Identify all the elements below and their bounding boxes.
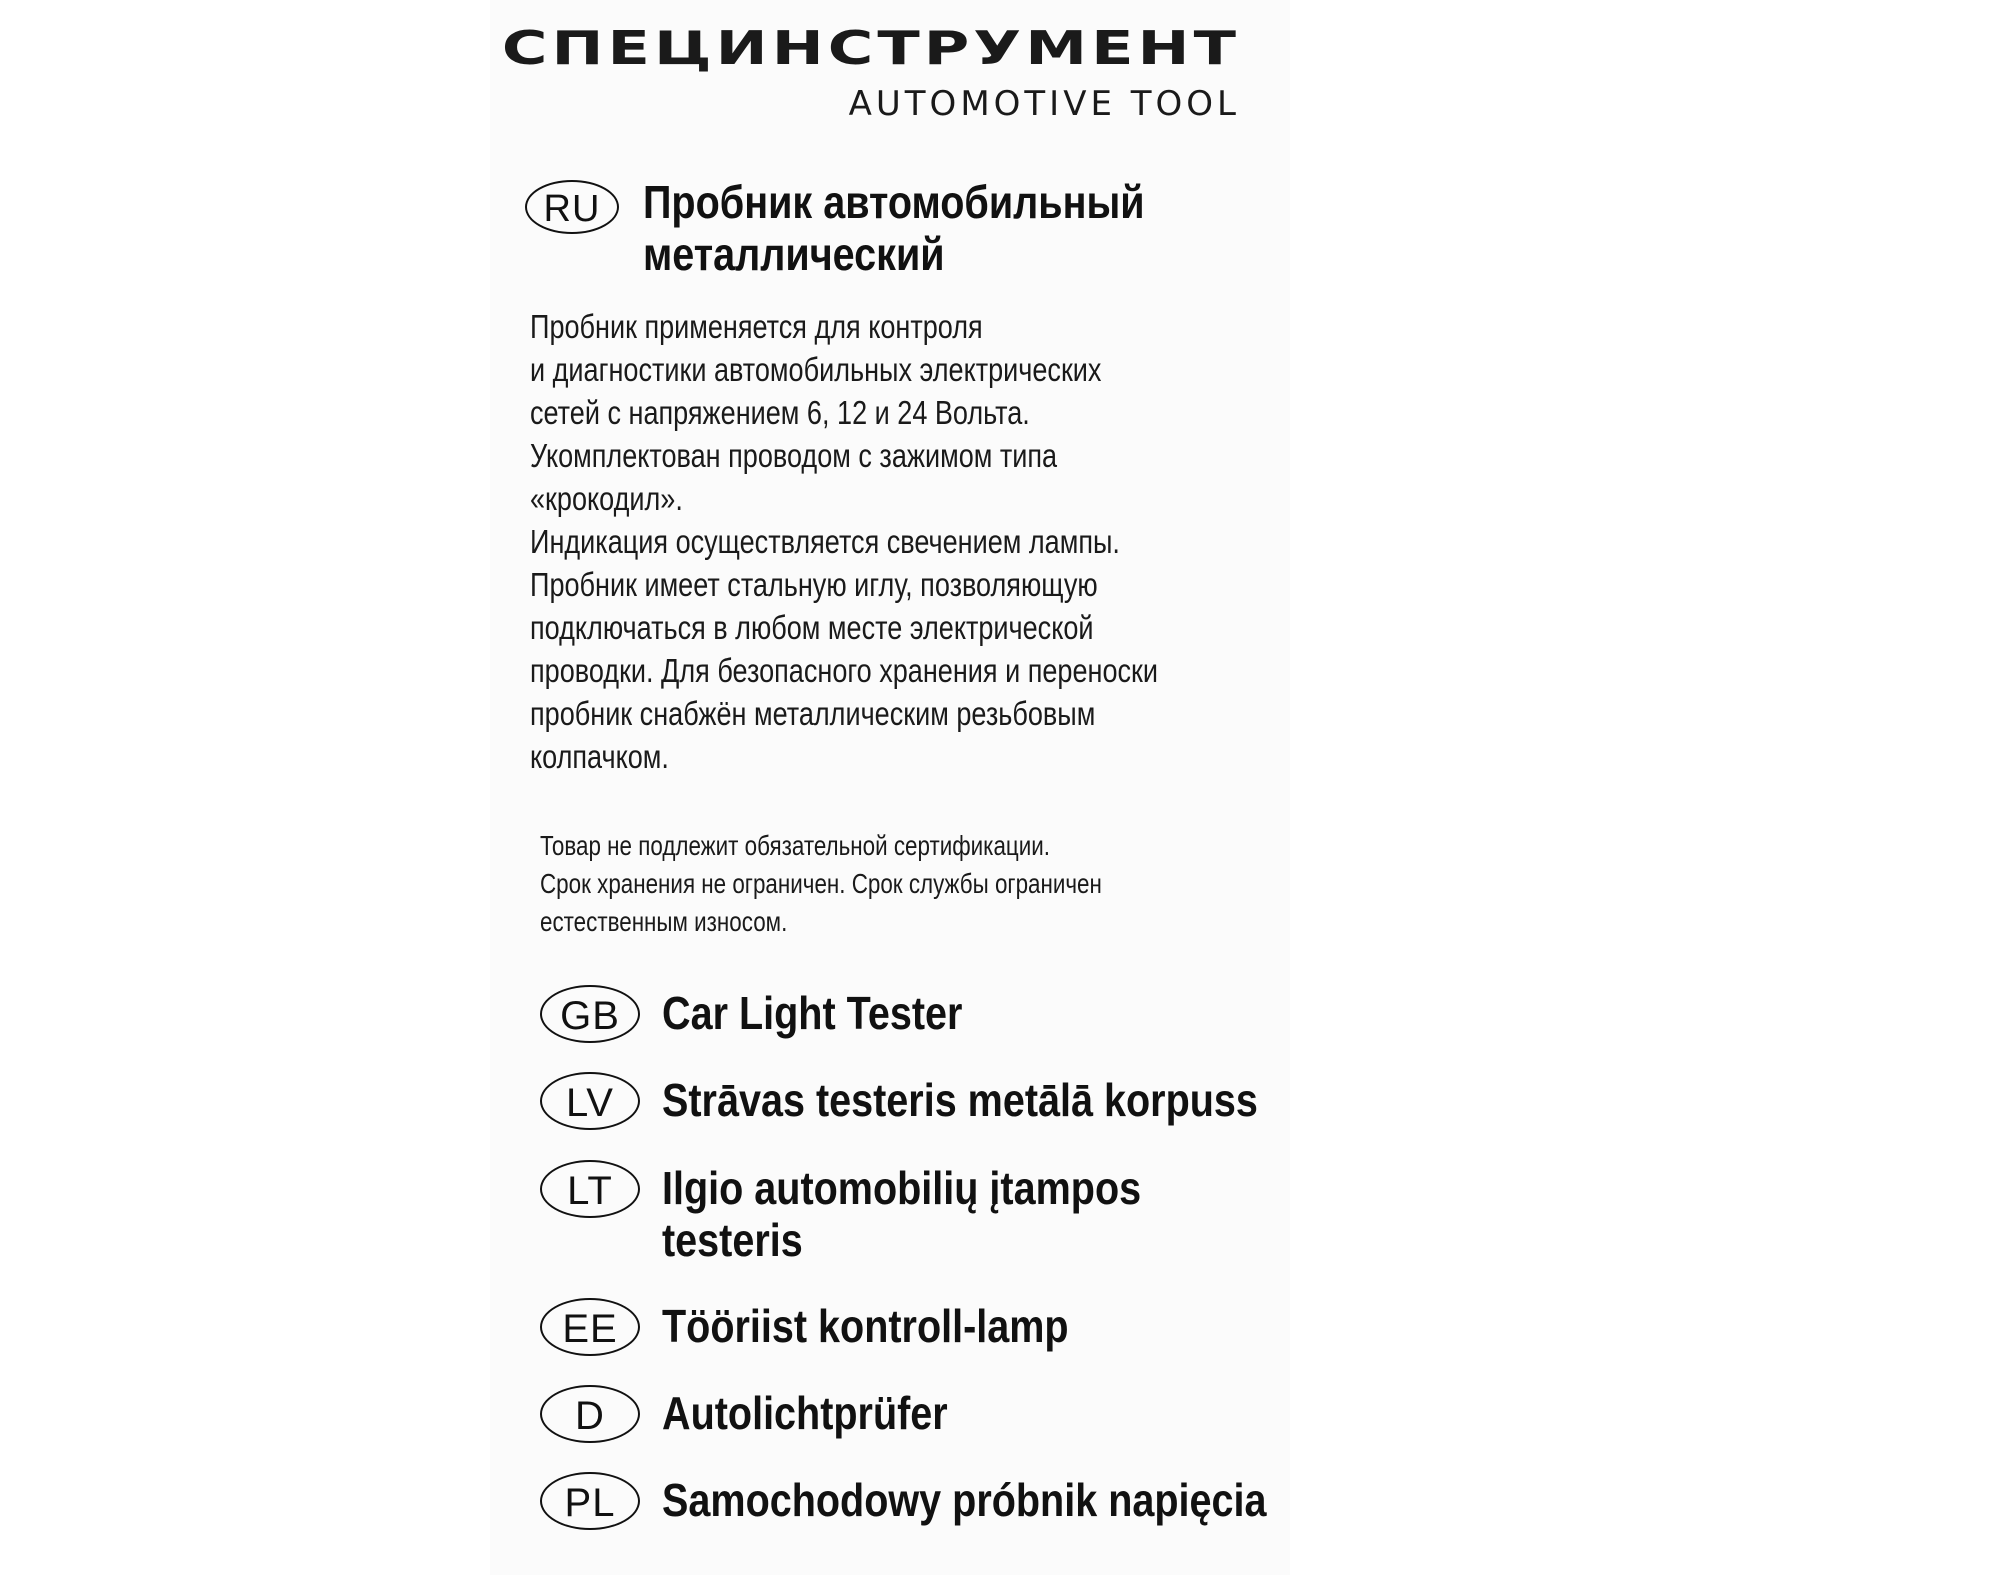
language-title-pl: Samochodowy próbnik napięcia <box>662 1474 1267 1526</box>
ru-certification-note: Товар не подлежит обязательной сертификации. Срок хранения не ограничен. Срок службы ограничен естественным износом. <box>540 830 1102 937</box>
language-title-lv: Strāvas testeris metālā korpuss <box>662 1074 1258 1126</box>
language-title-ee: Tööriist kontroll-lamp <box>662 1300 1069 1352</box>
language-title-lt: Ilgio automobilių įtampos testeris <box>662 1162 1142 1266</box>
language-badge-ru: RU <box>525 180 619 234</box>
ru-description: Пробник применяется для контроля и диагностики автомобильных электрических сетей с напряжением 6, 12 и 24 Вольта. Укомплектован проводом с зажимом типа «крокодил». Индикация осуществляется свечением лампы. Пробник имеет стальную иглу, позволяющую подключаться в любом месте электрической проводки. Для безопасного хранения и переноски пробник снабжён металлическим резьбовым колпачком. <box>530 308 1158 775</box>
language-title-gb: Car Light Tester <box>662 987 963 1039</box>
language-badge-gb: GB <box>540 985 640 1043</box>
ru-product-title: Пробник автомобильный металлический <box>643 176 1145 280</box>
language-badge-pl: PL <box>540 1472 640 1530</box>
brand-subtitle: AUTOMOTIVE TOOL <box>848 84 1240 124</box>
language-badge-ee: EE <box>540 1298 640 1356</box>
language-title-d: Autolichtprüfer <box>662 1387 948 1439</box>
brand-name: СПЕЦИНСТРУМЕНТ <box>501 21 1240 75</box>
language-badge-d: D <box>540 1385 640 1443</box>
language-badge-lv: LV <box>540 1072 640 1130</box>
brand-block <box>501 18 1240 126</box>
language-badge-lt: LT <box>540 1160 640 1218</box>
